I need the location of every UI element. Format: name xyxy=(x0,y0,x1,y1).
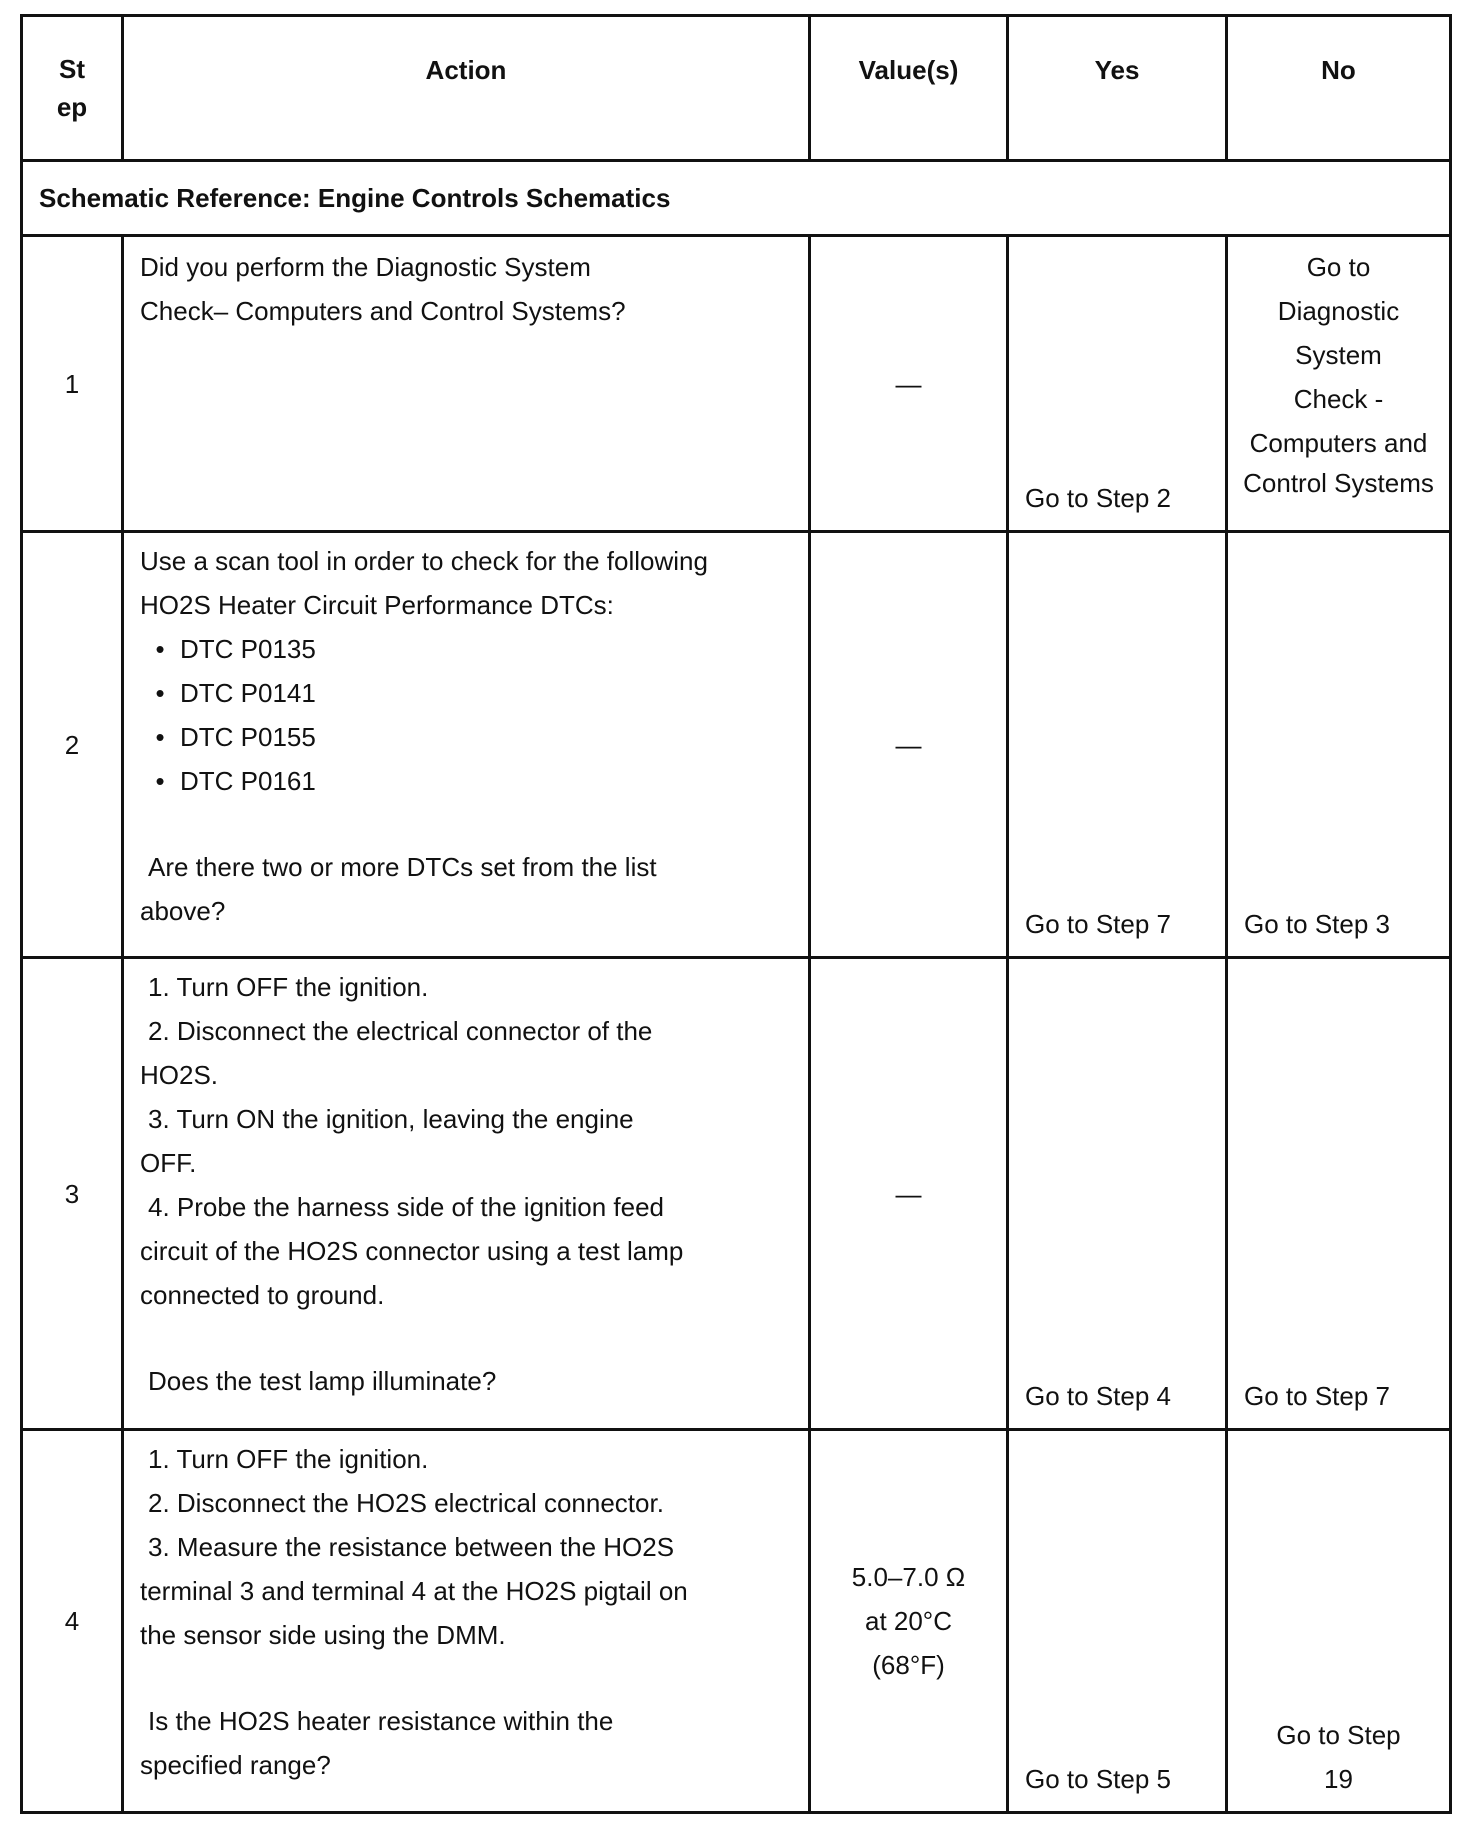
step-4-no xyxy=(1228,1431,1449,1811)
spacer xyxy=(140,1657,796,1699)
step-4-question: Is the HO2S heater resistance within the xyxy=(148,1706,614,1736)
step-3-instruction: 1. Turn OFF the ignition. xyxy=(148,972,429,1002)
step-2-action-line: HO2S Heater Circuit Performance DTCs: xyxy=(140,590,614,620)
header-values: Value(s) xyxy=(858,55,959,85)
step-3-instruction: HO2S. xyxy=(140,1060,219,1090)
step-1-no xyxy=(1228,237,1449,530)
step-4-instruction: 3. Measure the resistance between the HO2S xyxy=(148,1532,675,1562)
dtc-code: DTC P0161 xyxy=(180,766,316,796)
step-3-instruction: 2. Disconnect the electrical connector of the xyxy=(148,1016,653,1046)
table-border-bottom xyxy=(20,1811,1452,1814)
step-4-instruction: 1. Turn OFF the ignition. xyxy=(148,1444,429,1474)
spacer xyxy=(140,1317,796,1359)
header-step-line1: St xyxy=(59,54,85,84)
step-3-instruction: 3. Turn ON the ignition, leaving the engine xyxy=(148,1104,634,1134)
step-3-action xyxy=(124,959,808,1428)
step-number-3: 3 xyxy=(64,1178,80,1209)
step-2-yes: Go to Step 7 xyxy=(1025,909,1171,939)
step-4-no-line: 19 xyxy=(1324,1764,1353,1794)
diagnostic-table xyxy=(20,14,1452,1814)
step-1-no-line: System xyxy=(1295,340,1382,370)
step-3-no: Go to Step 7 xyxy=(1244,1381,1390,1411)
dtc-code: DTC P0135 xyxy=(180,634,316,664)
step-2-action xyxy=(124,533,808,956)
bullet-icon: • xyxy=(155,722,165,752)
step-1-no-line: Go to xyxy=(1306,252,1371,282)
step-4-question: specified range? xyxy=(140,1750,331,1780)
step-4-value xyxy=(811,1431,1006,1811)
step-4-no-line: Go to Step xyxy=(1276,1720,1401,1750)
step-1-value: — xyxy=(895,368,922,399)
header-action: Action xyxy=(425,55,507,85)
step-4-instruction: 2. Disconnect the HO2S electrical connector. xyxy=(148,1488,664,1518)
step-4-instruction: the sensor side using the DMM. xyxy=(140,1620,506,1650)
step-4-action xyxy=(124,1431,808,1811)
step-1-no-line: Computers and xyxy=(1249,428,1428,458)
step-4-value-line: at 20°C xyxy=(864,1606,952,1636)
step-3-instruction: circuit of the HO2S connector using a test lamp xyxy=(140,1236,684,1266)
step-number-2: 2 xyxy=(64,729,80,760)
header-yes: Yes xyxy=(1094,55,1140,85)
header-step xyxy=(23,17,121,159)
step-3-instruction: 4. Probe the harness side of the ignition feed xyxy=(148,1192,665,1222)
step-3-value: — xyxy=(895,1178,922,1209)
dtc-list-item xyxy=(140,759,796,803)
dtc-code: DTC P0155 xyxy=(180,722,316,752)
step-1-no-line: Control Systems xyxy=(1243,468,1434,498)
step-3-instruction: OFF. xyxy=(140,1148,197,1178)
step-4-value-line: 5.0–7.0 Ω xyxy=(851,1562,966,1592)
bullet-icon: • xyxy=(155,678,165,708)
step-3-instruction: connected to ground. xyxy=(140,1280,385,1310)
header-step-line2: ep xyxy=(56,92,88,122)
spacer xyxy=(140,803,796,845)
step-4-yes: Go to Step 5 xyxy=(1025,1764,1171,1794)
step-3-yes: Go to Step 4 xyxy=(1025,1381,1171,1411)
dtc-list-item xyxy=(140,671,796,715)
step-4-value-line: (68°F) xyxy=(872,1650,945,1680)
dtc-list-item xyxy=(140,627,796,671)
step-1-yes: Go to Step 2 xyxy=(1025,483,1171,513)
step-1-no-line: Check - xyxy=(1293,384,1384,414)
step-1-action-line: Did you perform the Diagnostic System xyxy=(140,252,591,282)
step-2-value: — xyxy=(895,729,922,760)
bullet-icon: • xyxy=(155,766,165,796)
dtc-code: DTC P0141 xyxy=(180,678,316,708)
step-1-no-line: Diagnostic xyxy=(1277,296,1400,326)
step-4-instruction: terminal 3 and terminal 4 at the HO2S pigtail on xyxy=(140,1576,688,1606)
step-1-action-line: Check– Computers and Control Systems? xyxy=(140,296,626,326)
table-border-right xyxy=(1449,14,1452,1814)
step-2-action-line: Use a scan tool in order to check for the following xyxy=(140,546,708,576)
step-number-1: 1 xyxy=(64,368,80,399)
step-3-question: Does the test lamp illuminate? xyxy=(148,1366,497,1396)
schematic-reference: Schematic Reference: Engine Controls Schematics xyxy=(39,183,671,213)
dtc-list-item xyxy=(140,715,796,759)
step-2-question: Are there two or more DTCs set from the list xyxy=(148,852,657,882)
step-1-action xyxy=(124,237,808,530)
bullet-icon: • xyxy=(155,634,165,664)
step-2-question: above? xyxy=(140,896,226,926)
step-number-4: 4 xyxy=(64,1606,80,1636)
step-2-no: Go to Step 3 xyxy=(1244,909,1390,939)
header-no: No xyxy=(1321,55,1356,85)
